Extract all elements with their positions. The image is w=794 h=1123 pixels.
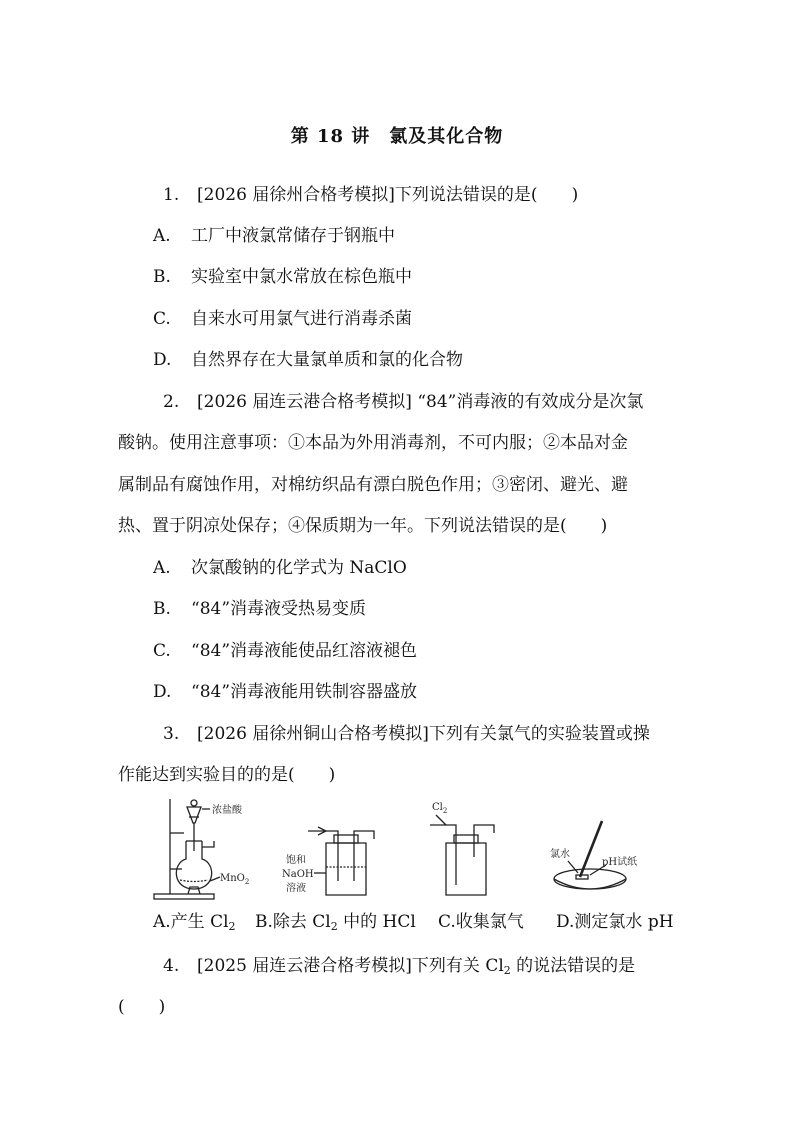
option-letter: D. [153, 682, 172, 702]
label-saturated: 饱和 [286, 855, 306, 866]
option-text: “84”消毒液受热易变质 [191, 599, 367, 619]
option-text: 自然界存在大量氯单质和氯的化合物 [191, 350, 463, 370]
option-text: “84”消毒液能使品红溶液褪色 [191, 641, 418, 661]
label-conc-hcl: 浓盐酸 [212, 805, 242, 816]
option-text: 工厂中液氯常储存于钢瓶中 [191, 226, 395, 246]
option-letter: A. [153, 226, 171, 246]
question-4-text-end: 的说法错误的是 [510, 956, 636, 976]
option-text: 自来水可用氯气进行消毒杀菌 [191, 309, 412, 329]
caption-a: A.产生 $Cl_2$ [153, 912, 236, 933]
option-letter: C. [153, 641, 171, 661]
option-text: 次氯酸钠的化学式为 NaClO [191, 558, 407, 578]
question-4-text: [2025 届连云港合格考模拟]下列有关 Cl [197, 956, 504, 976]
question-1-number: 1. [163, 185, 180, 205]
question-4-number: 4. [163, 956, 180, 976]
apparatus-b-wash-bottle [308, 827, 374, 895]
q1-option-c [153, 307, 412, 331]
apparatus-figure [150, 795, 690, 907]
label-cl2: $Cl_2$ [432, 802, 448, 815]
option-letter: D. [153, 350, 172, 370]
label-naoh: NaOH [282, 869, 314, 880]
question-4-stem-line-1 [163, 954, 635, 983]
option-letter: B. [153, 267, 171, 287]
question-1-stem [163, 183, 578, 207]
question-4-subscript: 2 [503, 964, 511, 977]
question-3-stem-line-2: 作能达到实验目的的是( ) [118, 765, 336, 785]
label-ph-paper: pH试纸 [602, 857, 638, 868]
question-2-text: [2026 届连云港合格考模拟] “84”消毒液的有效成分是次氯 [197, 392, 644, 412]
question-1-text: [2026 届徐州合格考模拟]下列说法错误的是( ) [197, 185, 579, 205]
label-solution: 溶液 [286, 883, 306, 894]
option-text: “84”消毒液能用铁制容器盛放 [191, 682, 418, 702]
apparatus-a-generator [154, 799, 214, 899]
q1-option-b [153, 265, 412, 289]
caption-d: D.测定氯水 pH [556, 912, 674, 932]
label-chlorine-water: 氯水 [550, 849, 570, 860]
question-2-number: 2. [163, 392, 180, 412]
question-4-stem-line-2: ( ) [118, 997, 166, 1017]
question-2-stem-line-1 [163, 390, 643, 414]
q2-option-d [153, 680, 417, 704]
question-3-text: [2026 届徐州铜山合格考模拟]下列有关氯气的实验装置或操 [197, 724, 650, 744]
q1-option-a [153, 224, 395, 248]
option-letter: C. [153, 309, 171, 329]
option-text: 实验室中氯水常放在棕色瓶中 [191, 267, 412, 287]
question-2-stem-line-4: 热、置于阴凉处保存；④保质期为一年。下列说法错误的是( ) [118, 516, 608, 536]
option-letter: A. [153, 558, 171, 578]
apparatus-c-collection-bottle [430, 815, 494, 895]
question-2-stem-line-3: 属制品有腐蚀作用，对棉纺织品有漂白脱色作用；③密闭、避光、避 [118, 475, 628, 495]
q2-option-b [153, 597, 366, 621]
q2-option-a [153, 556, 407, 580]
q1-option-d [153, 348, 463, 372]
caption-c: C.收集氯气 [438, 912, 524, 932]
label-mno2: MnO$_2$ [220, 873, 250, 886]
q2-option-c [153, 639, 417, 663]
question-3-number: 3. [163, 724, 180, 744]
question-2-stem-line-2: 酸钠。使用注意事项：①本品为外用消毒剂，不可内服；②本品对金 [118, 433, 628, 453]
page-title: 第 18 讲 氯及其化合物 [290, 126, 504, 147]
caption-b: B.除去 $Cl_2$ 中的 HCl [255, 912, 416, 933]
option-letter: B. [153, 599, 171, 619]
question-3-stem-line-1 [163, 722, 650, 746]
